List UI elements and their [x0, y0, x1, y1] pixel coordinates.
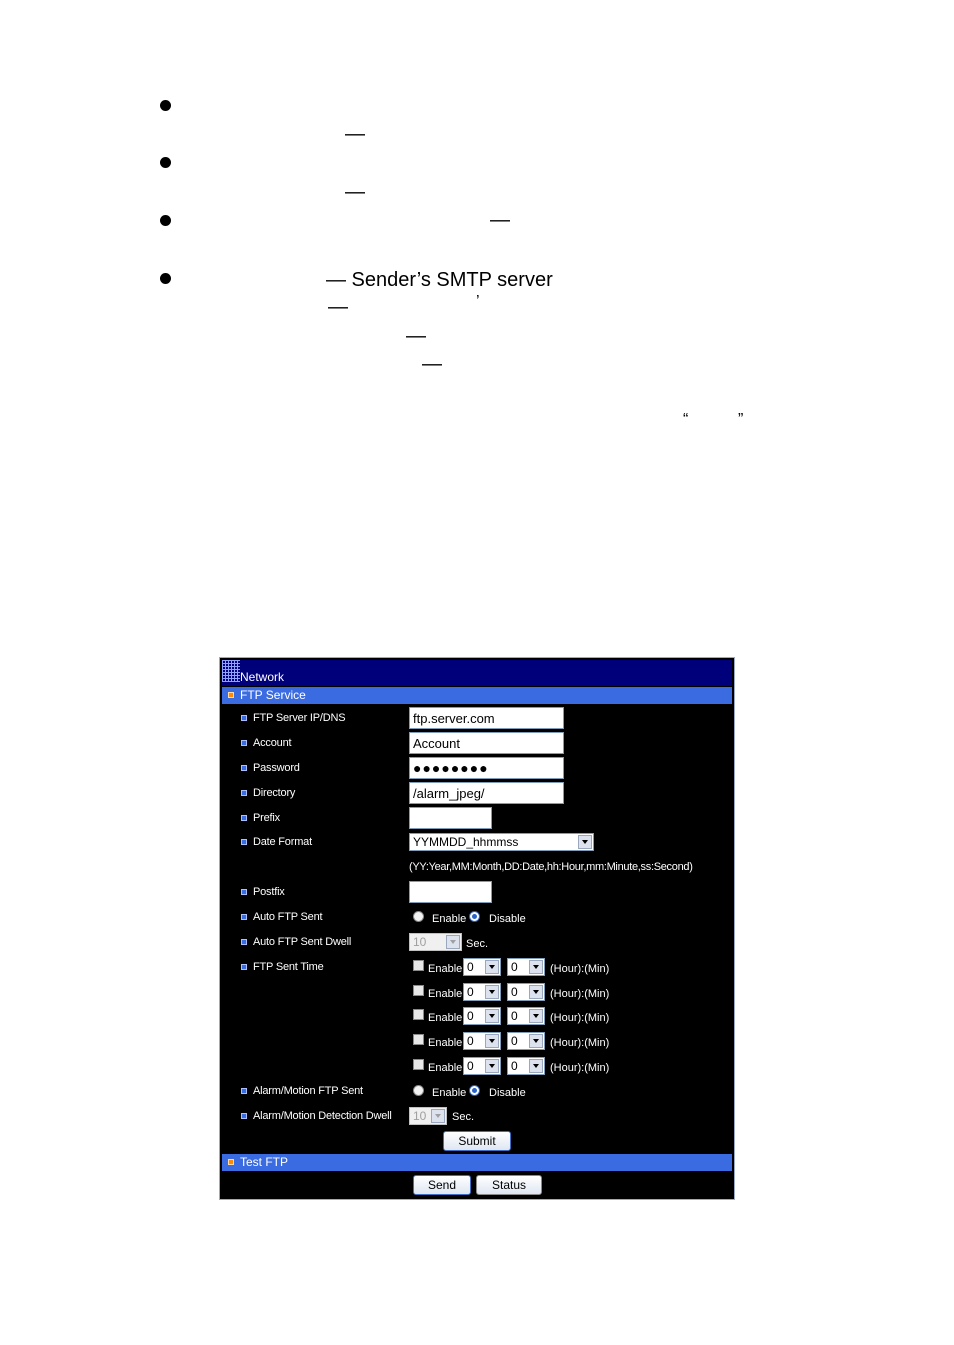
bullet-3: [160, 215, 171, 226]
hour-value: 0: [467, 1009, 474, 1023]
alarm-dwell-label: Alarm/Motion Detection Dwell: [253, 1110, 392, 1122]
label-square-icon: [241, 765, 247, 771]
label-square-icon: [241, 790, 247, 796]
hour-value: 0: [467, 985, 474, 999]
alarm-dwell-value: 10: [413, 1109, 427, 1123]
section-square-icon: [228, 692, 234, 698]
prefix-input[interactable]: [409, 807, 492, 829]
sent-time-enable-checkbox[interactable]: [413, 960, 424, 971]
sent-time-enable-label: Enable: [428, 988, 463, 1000]
min-value: 0: [511, 1009, 518, 1023]
min-value: 0: [511, 960, 518, 974]
bullet-4: [160, 273, 171, 284]
label-square-icon: [241, 839, 247, 845]
submit-button[interactable]: Submit: [443, 1131, 511, 1151]
label-square-icon: [241, 1113, 247, 1119]
dash-3: —: [490, 209, 510, 231]
grid-icon: [222, 660, 240, 682]
hour-value: 0: [467, 1059, 474, 1073]
hour-min-unit: (Hour):(Min): [550, 1012, 610, 1024]
auto-ftp-dwell-select[interactable]: [409, 933, 462, 951]
label-square-icon: [241, 939, 247, 945]
dash-6: —: [422, 353, 442, 375]
directory-input[interactable]: [409, 782, 564, 804]
postfix-label: Postfix: [253, 886, 285, 898]
section-square-icon: [228, 1159, 234, 1165]
chevron-down-icon[interactable]: [485, 1009, 499, 1023]
min-value: 0: [511, 1059, 518, 1073]
dash-1: —: [345, 123, 365, 145]
directory-label: Directory: [253, 787, 296, 799]
sent-time-hour-select[interactable]: [463, 1057, 501, 1075]
test-ftp-bar: [222, 1154, 732, 1171]
auto-ftp-enable-radio[interactable]: [413, 911, 424, 922]
chevron-down-icon[interactable]: [485, 1034, 499, 1048]
dash-5: —: [406, 325, 426, 347]
auto-ftp-dwell-label: Auto FTP Sent Dwell: [253, 936, 352, 948]
sent-time-enable-label: Enable: [428, 963, 463, 975]
sent-time-enable-label: Enable: [428, 1062, 463, 1074]
apostrophe-mark: ’: [476, 293, 480, 310]
send-button[interactable]: Send: [413, 1175, 471, 1195]
chevron-down-icon[interactable]: [529, 1034, 543, 1048]
sent-time-hour-select[interactable]: [463, 1007, 501, 1025]
chevron-down-icon[interactable]: [485, 960, 499, 974]
status-button[interactable]: Status: [476, 1175, 542, 1195]
auto-ftp-enable-label: Enable: [432, 913, 467, 925]
ftp-server-input[interactable]: [409, 707, 564, 729]
account-input[interactable]: [409, 732, 564, 754]
sent-time-enable-checkbox[interactable]: [413, 1034, 424, 1045]
network-title-bar: [222, 660, 732, 686]
ftp-service-title: FTP Service: [240, 688, 306, 702]
time-colon: [504, 1012, 506, 1022]
min-value: 0: [511, 985, 518, 999]
test-ftp-title: Test FTP: [240, 1155, 289, 1169]
chevron-down-icon[interactable]: [431, 1109, 445, 1123]
label-square-icon: [241, 815, 247, 821]
dash-2: —: [345, 181, 365, 203]
password-label: Password: [253, 762, 300, 774]
chevron-down-icon[interactable]: [485, 1059, 499, 1073]
account-label: Account: [253, 737, 292, 749]
open-quote: “: [683, 411, 689, 428]
date-format-label: Date Format: [253, 836, 312, 848]
sent-time-hour-select[interactable]: [463, 983, 501, 1001]
sent-time-enable-checkbox[interactable]: [413, 1059, 424, 1070]
alarm-ftp-disable-label: Disable: [489, 1087, 526, 1099]
alarm-ftp-sent-label: Alarm/Motion FTP Sent: [253, 1085, 363, 1097]
label-square-icon: [241, 889, 247, 895]
close-quote: ”: [738, 411, 744, 428]
label-square-icon: [241, 715, 247, 721]
auto-ftp-disable-label: Disable: [489, 913, 526, 925]
time-colon: [504, 1062, 506, 1072]
label-square-icon: [241, 914, 247, 920]
sent-time-min-select[interactable]: [507, 1007, 545, 1025]
date-format-value: YYMMDD_hhmmss: [413, 835, 519, 849]
hour-value: 0: [467, 1034, 474, 1048]
postfix-input[interactable]: [409, 881, 492, 903]
alarm-ftp-enable-radio[interactable]: [413, 1085, 424, 1096]
bullet-2: [160, 157, 171, 168]
chevron-down-icon[interactable]: [529, 1059, 543, 1073]
sent-time-enable-label: Enable: [428, 1037, 463, 1049]
chevron-down-icon[interactable]: [485, 985, 499, 999]
time-colon: [504, 988, 506, 998]
sent-time-hour-select[interactable]: [463, 1032, 501, 1050]
panel-inner: [222, 660, 732, 1197]
label-square-icon: [241, 740, 247, 746]
chevron-down-icon[interactable]: [578, 835, 592, 849]
ftp-service-bar: [222, 687, 732, 704]
hour-min-unit: (Hour):(Min): [550, 988, 610, 1000]
label-square-icon: [241, 1088, 247, 1094]
alarm-ftp-disable-radio[interactable]: [469, 1085, 480, 1096]
network-title: Network: [240, 670, 285, 684]
date-format-select[interactable]: [409, 833, 594, 851]
time-colon: [504, 963, 506, 973]
sent-time-min-select[interactable]: [507, 1057, 545, 1075]
smtp-server-text: — Sender’s SMTP server: [326, 269, 553, 291]
dash-4: —: [328, 296, 348, 318]
sent-time-min-select[interactable]: [507, 983, 545, 1001]
label-square-icon: [241, 964, 247, 970]
chevron-down-icon[interactable]: [529, 960, 543, 974]
alarm-ftp-enable-label: Enable: [432, 1087, 467, 1099]
ftp-sent-time-label: FTP Sent Time: [253, 961, 324, 973]
date-format-hint: (YY:Year,MM:Month,DD:Date,hh:Hour,mm:Minute,ss:Second): [409, 861, 693, 873]
sent-time-enable-checkbox[interactable]: [413, 1009, 424, 1020]
sent-time-enable-label: Enable: [428, 1012, 463, 1024]
chevron-down-icon[interactable]: [446, 935, 460, 949]
chevron-down-icon[interactable]: [529, 985, 543, 999]
sent-time-hour-select[interactable]: [463, 958, 501, 976]
time-colon: [504, 1037, 506, 1047]
auto-ftp-disable-radio[interactable]: [469, 911, 480, 922]
ftp-server-label: FTP Server IP/DNS: [253, 712, 346, 724]
alarm-dwell-unit: Sec.: [452, 1111, 475, 1123]
sent-time-min-select[interactable]: [507, 1032, 545, 1050]
hour-min-unit: (Hour):(Min): [550, 963, 610, 975]
hour-value: 0: [467, 960, 474, 974]
min-value: 0: [511, 1034, 518, 1048]
chevron-down-icon[interactable]: [529, 1009, 543, 1023]
bullet-1: [160, 100, 171, 111]
prefix-label: Prefix: [253, 812, 280, 824]
sent-time-min-select[interactable]: [507, 958, 545, 976]
sent-time-enable-checkbox[interactable]: [413, 985, 424, 996]
password-input[interactable]: [409, 757, 564, 779]
auto-ftp-dwell-unit: Sec.: [466, 938, 489, 950]
auto-ftp-dwell-value: 10: [413, 935, 427, 949]
network-ftp-panel: [219, 657, 735, 1200]
hour-min-unit: (Hour):(Min): [550, 1037, 610, 1049]
alarm-dwell-select[interactable]: [409, 1107, 447, 1125]
hour-min-unit: (Hour):(Min): [550, 1062, 610, 1074]
auto-ftp-sent-label: Auto FTP Sent: [253, 911, 323, 923]
